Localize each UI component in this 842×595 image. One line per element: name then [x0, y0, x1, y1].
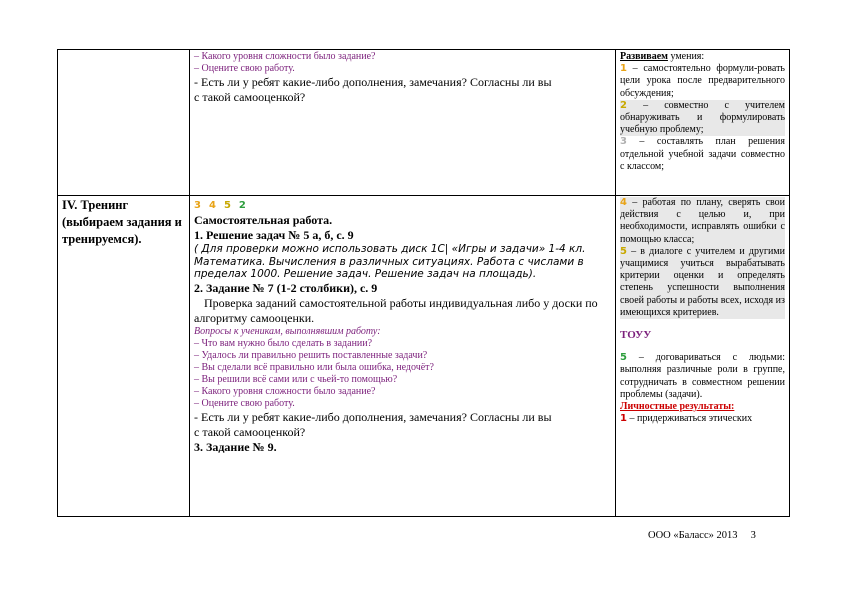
stage-label: IV. Тренинг (выбираем задания и тренируемся). [62, 198, 182, 246]
skill-text: – придерживаться этических [626, 413, 753, 425]
skills-heading-rest: умения: [667, 51, 705, 62]
question: – Вы сделали всё правильно или была ошибка, недочёт? [194, 361, 434, 373]
skill-numbers [194, 197, 611, 213]
toyy-heading: ТОУУ [620, 329, 652, 342]
task-line: 1. Решение задач № 5 а, б, с. 9 [194, 228, 354, 242]
task-line: 3. Задание № 9. [194, 439, 277, 454]
skill-number: 5 [620, 352, 627, 364]
publisher-label: ООО «Баласс» 2013 [648, 530, 738, 541]
questions-title: Вопросы к ученикам, выполнявшим работу: [194, 325, 381, 337]
skill-number: 4 [208, 200, 216, 211]
lesson-table [57, 49, 790, 517]
skills-heading: Развиваем [620, 51, 668, 62]
personal-results-heading: Личностные результаты: [620, 401, 735, 413]
check-text: Проверка заданий самостоятельной работы индивидуальная либо у доски по алгоритму самооценки. [194, 295, 598, 325]
question: – Вы решили всё сами или с чьей-то помощью? [194, 373, 398, 385]
page-footer [648, 530, 756, 541]
page-number: 3 [750, 530, 756, 541]
content-cell [190, 196, 616, 517]
skill-text: – договариваться с людьми: выполняя различные роли в группе, сотрудничать в совместном решении проблемы (задачи). [620, 352, 785, 400]
skills-cell [616, 196, 790, 517]
work-title: Самостоятельная работа. [194, 213, 333, 227]
stage-cell [58, 196, 190, 517]
skill-number: 5 [223, 200, 231, 211]
text-line: - Есть ли у ребят какие-либо дополнения, замечания? Согласны ли вы [194, 409, 552, 424]
task-line: 2. Задание № 7 (1-2 столбики), с. 9 [194, 280, 378, 295]
note: ( Для проверки можно использовать диск 1С| «Игры и задачи» 1-4 кл. Математика. Вычисления в различных ситуациях. Работа с числами в пределах 1000. Решение задач. Решение задач на площадь). [194, 243, 586, 280]
skill-number: 1 [620, 413, 627, 425]
text-line: с такой самооценкой? [194, 90, 306, 104]
skill-number: 3 [194, 200, 201, 211]
skill-text: – самостоятельно формули-ровать цели урока после предварительного обсуждения; [620, 63, 785, 99]
text-line: - Есть ли у ребят какие-либо дополнения, замечания? Согласны ли вы [194, 75, 552, 89]
text-line: с такой самооценкой? [194, 424, 306, 439]
question: – Что вам нужно было сделать в задании? [194, 337, 373, 349]
skills-cell [616, 50, 790, 196]
skill-number: 3 [620, 136, 627, 148]
skill-number: 5 [620, 245, 627, 257]
table-row [58, 196, 790, 517]
table-row [58, 50, 790, 196]
question: – Удалось ли правильно решить поставленные задачи? [194, 349, 428, 361]
skill-text: – в диалоге с учителем и другими учащимися учиться вырабатывать критерии оценки и определять степень успешности выполнения своей работы и работы всех, исходя из имеющихся критериев. [620, 245, 785, 318]
question: – Оцените свою работу. [194, 63, 295, 74]
content-cell [190, 50, 616, 196]
skill-number: 2 [238, 200, 246, 211]
skill-text: – работая по плану, сверять свои действия с целью и, при необходимости, исправлять ошибки с помощью класса; [620, 197, 785, 245]
skill-number: 2 [620, 99, 627, 111]
skill-number: 1 [620, 63, 627, 75]
question: – Оцените свою работу. [194, 397, 295, 409]
stage-cell [58, 50, 190, 196]
question: – Какого уровня сложности было задание? [194, 385, 376, 397]
skill-text: – составлять план решения отдельной учебной задачи совместно с классом; [620, 136, 785, 172]
question: – Какого уровня сложности было задание? [194, 51, 376, 62]
skill-text: – совместно с учителем обнаруживать и формулировать учебную проблему; [620, 99, 785, 136]
skill-number: 4 [620, 197, 627, 208]
